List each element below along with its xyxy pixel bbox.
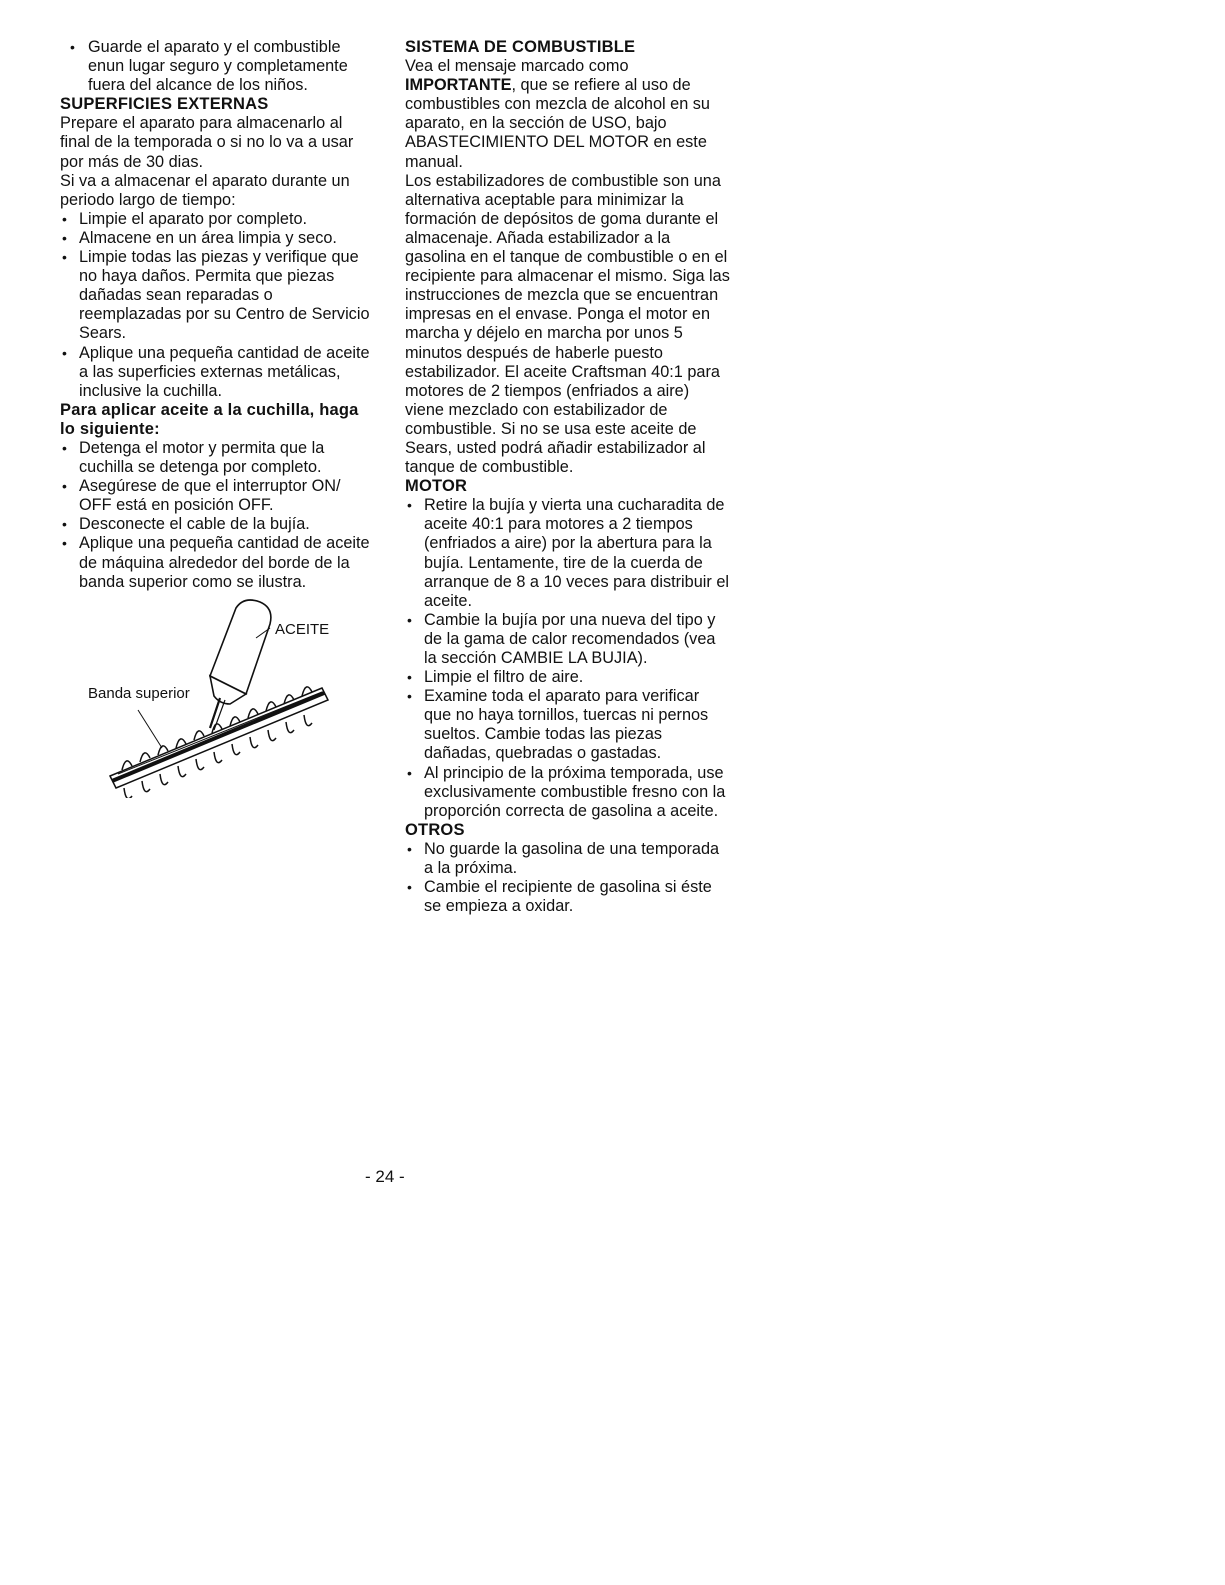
vea-text-2: , que se refiere al uso de combustibles con mezcla de alcohol en su aparato, en la sección de USO, bajo ABASTECIMIENTO DEL MOTOR en este manual. bbox=[405, 76, 710, 171]
list-item: • Aplique una pequeña cantidad de aceite de máquina alrededor del borde de la banda superior como se ilustra. bbox=[60, 534, 372, 591]
list-item: • Examine toda el aparato para verificar que no haya tornillos, tuercas ni pernos sueltos. Cambie todas las piezas dañadas, quebradas o gastadas. bbox=[405, 687, 730, 763]
page-number: - 24 - bbox=[365, 1167, 405, 1186]
paragraph-periodo: Si va a almacenar el aparato durante un periodo largo de tiempo: bbox=[60, 171, 350, 209]
storage-bullet-list bbox=[60, 210, 372, 401]
importante-label: IMPORTANTE bbox=[405, 76, 512, 95]
list-item: • Retire la bujía y vierta una cucharadita de aceite 40:1 para motores a 2 tiempos (enfriados a aire) por la abertura para la bujía. Lentamente, tire de la cuerda de arranque de 8 a 10 veces para distribuir el aceite. bbox=[405, 496, 730, 611]
list-item: • Almacene en un área limpia y seco. bbox=[60, 229, 372, 248]
heading-sistema-combustible: SISTEMA DE COMBUSTIBLE bbox=[405, 38, 636, 56]
label-aceite: ACEITE bbox=[275, 620, 330, 638]
right-column bbox=[405, 38, 730, 916]
list-item: • Desconecte el cable de la bujía. bbox=[60, 515, 372, 534]
heading-superficies-externas: SUPERFICIES EXTERNAS bbox=[60, 95, 269, 114]
paragraph-vea-mensaje bbox=[405, 57, 730, 172]
list-item: • Aplique una pequeña cantidad de aceite a las superficies externas metálicas, inclusive la cuchilla. bbox=[60, 344, 372, 401]
blade-bullet-list bbox=[60, 439, 372, 592]
list-item: • Al principio de la próxima temporada, use exclusivamente combustible fresno con la proporción correcta de gasolina a aceite. bbox=[405, 764, 730, 821]
intro-bullet-list bbox=[60, 38, 372, 95]
vea-text-1: Vea el mensaje marcado como bbox=[405, 57, 629, 76]
list-item: • Limpie el aparato por completo. bbox=[60, 210, 372, 229]
otros-bullet-list bbox=[405, 840, 730, 916]
heading-aplicar-aceite: Para aplicar aceite a la cuchilla, haga lo siguiente: bbox=[60, 400, 359, 438]
paragraph-prepare: Prepare el aparato para almacenarlo al final de la temporada o si no lo va a usar por más de 30 dias. bbox=[60, 114, 354, 171]
oil-bottle-icon bbox=[210, 600, 271, 730]
list-item: • Asegúrese de que el interruptor ON/ OFF está en posición OFF. bbox=[60, 477, 372, 515]
heading-otros: OTROS bbox=[405, 820, 465, 839]
list-item: • Cambie la bujía por una nueva del tipo y de la gama de calor recomendados (vea la sección CAMBIE LA BUJIA). bbox=[405, 611, 730, 668]
list-item: • Limpie todas las piezas y verifique que no haya daños. Permita que piezas dañadas sean reparadas o reemplazadas por su Centro de Servicio Sears. bbox=[60, 248, 372, 343]
heading-motor: MOTOR bbox=[405, 477, 468, 496]
label-banda-superior: Banda superior bbox=[88, 684, 190, 702]
list-item: • Cambie el recipiente de gasolina si éste se empieza a oxidar. bbox=[405, 878, 730, 916]
oil-blade-illustration bbox=[60, 598, 360, 798]
list-item: • Detenga el motor y permita que la cuchilla se detenga por completo. bbox=[60, 439, 372, 477]
list-item: • Limpie el filtro de aire. bbox=[405, 668, 730, 687]
list-item: • No guarde la gasolina de una temporada a la próxima. bbox=[405, 840, 730, 878]
list-item: • Guarde el aparato y el combustible enun lugar seguro y completamente fuera del alcance de los niños. bbox=[60, 38, 372, 95]
paragraph-estabilizadores: Los estabilizadores de combustible son una alternativa aceptable para minimizar la formación de depósitos de goma durante el almacenaje. Añada estabilizador a la gasolina en el tanque de combustible o en el recipiente para almacenar el mismo. Siga las instrucciones de mezcla que se encuentran impresas en el envase. Ponga el motor en marcha y déjelo en marcha por unos 5 minutos después de haberle puesto estabilizador. El aceite Craftsman 40:1 para motores de 2 tiempos (enfriados a aire) viene mezclado con estabilizador de combustible. Si no se usa este aceite de Sears, usted podrá añadir estabilizador al tanque de combustible. bbox=[405, 171, 730, 477]
motor-bullet-list bbox=[405, 496, 730, 821]
left-column bbox=[60, 38, 372, 798]
